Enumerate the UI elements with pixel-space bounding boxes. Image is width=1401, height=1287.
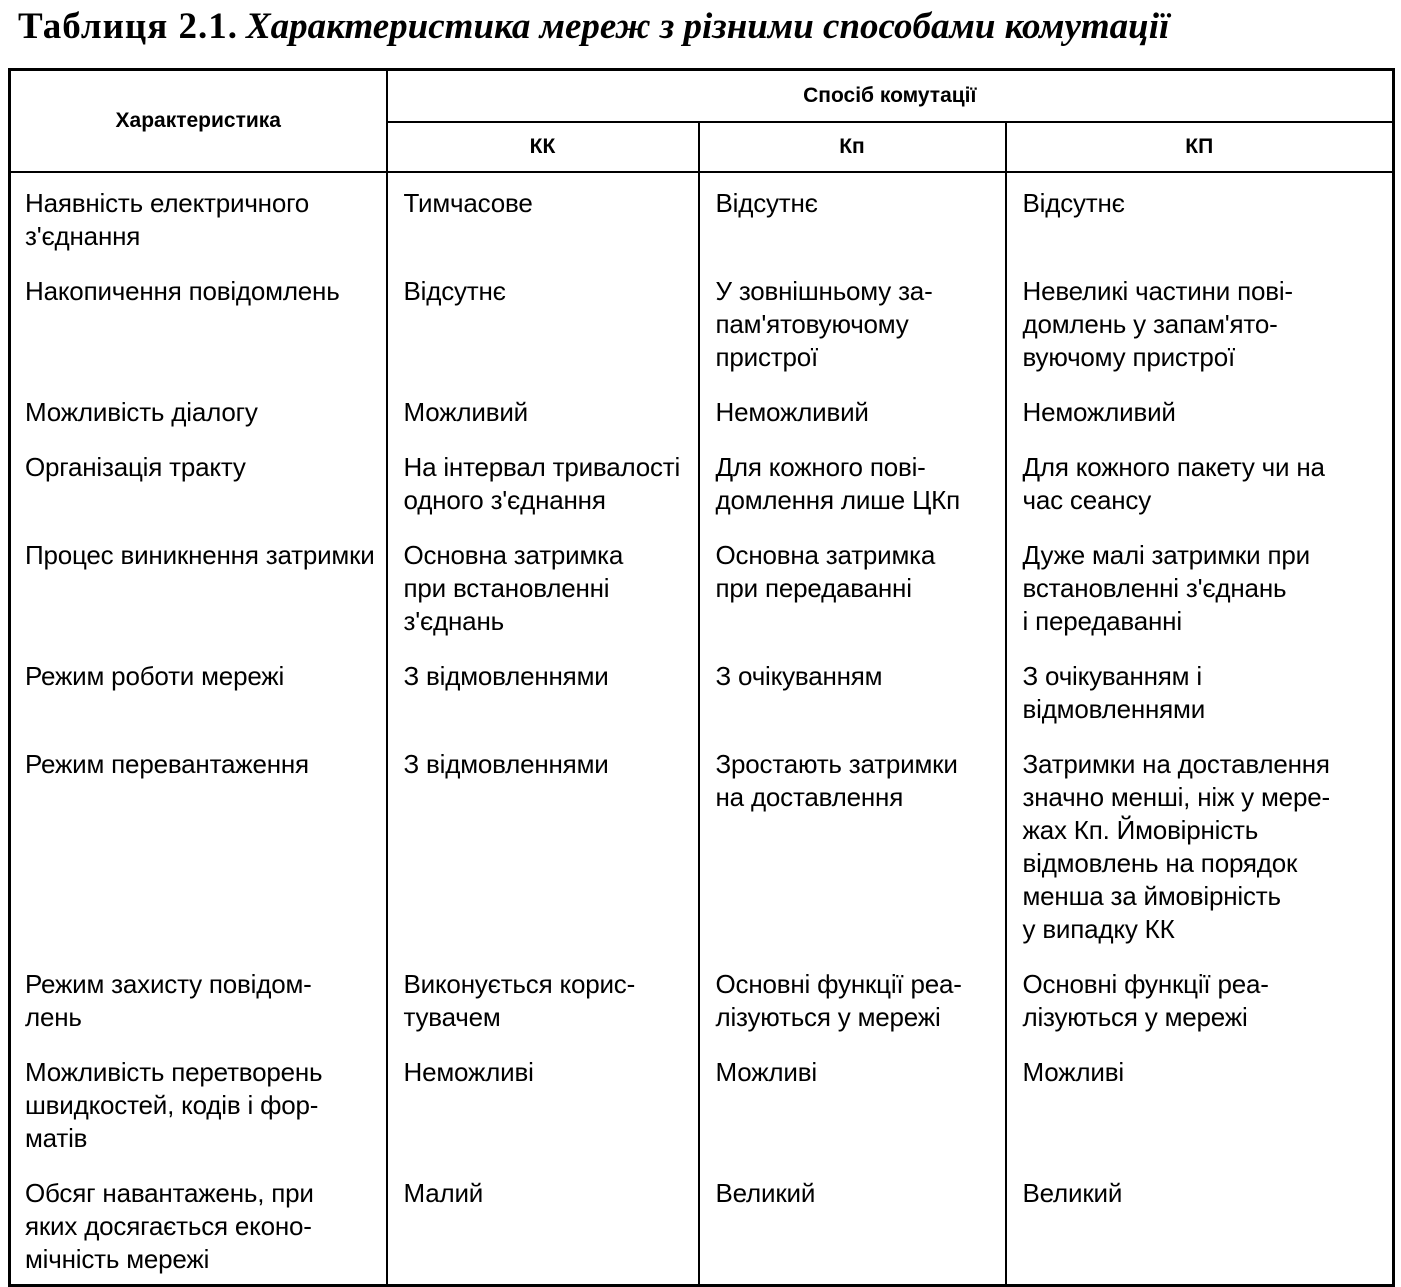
value-cell-kp-messages [699,437,1006,525]
value-text: Неможливі [403,1057,534,1087]
value-cell-kp-packets [1006,437,1394,525]
value-text: при встановленні [403,573,610,603]
value-text: З очікуванням [715,661,883,691]
value-text: пристрої [715,342,819,372]
row-characteristic-cell [10,382,387,437]
characteristic-text: Режим перевантаження [25,749,309,779]
value-cell-kk [387,1042,699,1163]
value-text: Великий [1022,1178,1123,1208]
table-row [10,1042,1394,1163]
characteristic-text: Обсяг навантажень, при [25,1178,314,1208]
value-cell-kp-packets [1006,1163,1394,1286]
characteristic-text: швидкостей, кодів і фор- [25,1090,319,1120]
value-text: Тимчасове [403,188,533,218]
value-text: відмовлень на порядок [1022,848,1298,878]
value-cell-kk [387,172,699,261]
table-number: Таблиця 2.1. [18,6,238,47]
value-text: Основна затримка [403,540,624,570]
value-cell-kk [387,646,699,734]
value-text: Основна затримка [715,540,936,570]
characteristic-text: лень [25,1002,82,1032]
characteristic-text: Накопичення повідомлень [25,276,340,306]
value-text: З очікуванням і [1022,661,1202,691]
characteristic-text: Можливість перетворень [25,1057,323,1087]
header-col-kp-messages: Кп [699,122,1006,172]
value-text: Зростають затримки [715,749,958,779]
table-row [10,734,1394,954]
value-cell-kp-packets [1006,172,1394,261]
value-cell-kp-messages [699,525,1006,646]
table-row [10,382,1394,437]
value-text: Основні функції реа- [1022,969,1269,999]
table-body [10,172,1394,1286]
value-cell-kp-messages [699,954,1006,1042]
value-text: одного з'єднання [403,485,606,515]
table-row [10,954,1394,1042]
row-characteristic-cell [10,1042,387,1163]
value-text: домлень у запам'ято- [1022,309,1278,339]
value-text: значно менші, ніж у мере- [1022,782,1330,812]
row-characteristic-cell [10,734,387,954]
value-cell-kp-packets [1006,646,1394,734]
header-col-kk: КК [387,122,699,172]
value-cell-kp-messages [699,172,1006,261]
value-cell-kk [387,525,699,646]
characteristic-text: яких досягається еконо- [25,1211,312,1241]
value-text: Можливі [715,1057,817,1087]
value-text: На інтервал тривалості [403,452,681,482]
value-text: Затримки на доставлення [1022,749,1330,779]
value-cell-kk [387,437,699,525]
characteristic-text: Режим роботи мережі [25,661,285,691]
value-text: Для кожного пакету чи на [1022,452,1325,482]
value-text: відмовленнями [1022,694,1206,724]
value-text: Відсутнє [403,276,506,306]
characteristic-text: Наявність електричного [25,188,310,218]
table-row [10,261,1394,382]
table-row [10,437,1394,525]
value-cell-kp-messages [699,382,1006,437]
table-title: Характеристика мереж з різними способами комутації [246,6,1170,47]
value-cell-kp-packets [1006,525,1394,646]
value-cell-kp-messages [699,261,1006,382]
table-row [10,1163,1394,1286]
value-text: Відсутнє [715,188,818,218]
header-switching-method: Спосіб комутації [387,70,1394,123]
value-text: час сеансу [1022,485,1152,515]
table-caption [18,4,1388,54]
value-cell-kp-packets [1006,734,1394,954]
value-cell-kk [387,1163,699,1286]
value-cell-kp-packets [1006,261,1394,382]
characteristic-text: матів [25,1123,88,1153]
value-text: Дуже малі затримки при [1022,540,1310,570]
value-text: з'єднань [403,606,504,636]
value-text: пам'ятовуючому [715,309,909,339]
value-cell-kk [387,954,699,1042]
characteristic-text: Можливість діалогу [25,397,258,427]
characteristic-text: з'єднання [25,221,141,251]
value-text: Неможливий [1022,397,1176,427]
value-text: З відмовленнями [403,749,609,779]
header-characteristic: Характеристика [10,70,387,173]
value-text: лізуються у мережі [715,1002,941,1032]
row-characteristic-cell [10,525,387,646]
value-text: Можливий [403,397,528,427]
value-text: жах Кп. Ймовірність [1022,815,1259,845]
value-cell-kp-messages [699,734,1006,954]
value-text: лізуються у мережі [1022,1002,1248,1032]
header-col-kp-packets: КП [1006,122,1394,172]
characteristic-text: Організація тракту [25,452,246,482]
table-header [10,70,1394,173]
characteristic-text: Режим захисту повідом- [25,969,312,999]
value-text: вуючому пристрої [1022,342,1235,372]
value-text: Для кожного пові- [715,452,926,482]
value-text: Основні функції реа- [715,969,962,999]
value-cell-kp-packets [1006,382,1394,437]
value-text: Відсутнє [1022,188,1125,218]
table-row [10,172,1394,261]
row-characteristic-cell [10,437,387,525]
characteristic-text: Процес виникнення затримки [25,540,375,570]
row-characteristic-cell [10,1163,387,1286]
table-row [10,525,1394,646]
value-text: З відмовленнями [403,661,609,691]
value-text: Невеликі частини пові- [1022,276,1293,306]
row-characteristic-cell [10,954,387,1042]
value-text: Можливі [1022,1057,1124,1087]
table-row [10,646,1394,734]
value-cell-kp-messages [699,1042,1006,1163]
value-cell-kk [387,382,699,437]
value-text: менша за ймовірність [1022,881,1281,911]
value-cell-kk [387,734,699,954]
value-cell-kp-messages [699,1163,1006,1286]
value-cell-kp-packets [1006,954,1394,1042]
value-text: У зовнішньому за- [715,276,933,306]
value-text: встановленні з'єднань [1022,573,1287,603]
row-characteristic-cell [10,646,387,734]
value-cell-kp-packets [1006,1042,1394,1163]
header-row-top [10,70,1394,123]
row-characteristic-cell [10,172,387,261]
value-text: тувачем [403,1002,501,1032]
value-text: Малий [403,1178,484,1208]
characteristic-text: мічність мережі [25,1244,210,1274]
value-text: Великий [715,1178,816,1208]
value-text: і передаванні [1022,606,1182,636]
value-cell-kk [387,261,699,382]
row-characteristic-cell [10,261,387,382]
value-text: домлення лише ЦКп [715,485,960,515]
value-text: Виконується корис- [403,969,636,999]
switching-comparison-table [8,68,1395,1287]
value-text: при передаванні [715,573,912,603]
value-text: у випадку КК [1022,914,1175,944]
value-text: Неможливий [715,397,869,427]
value-text: на доставлення [715,782,904,812]
value-cell-kp-messages [699,646,1006,734]
